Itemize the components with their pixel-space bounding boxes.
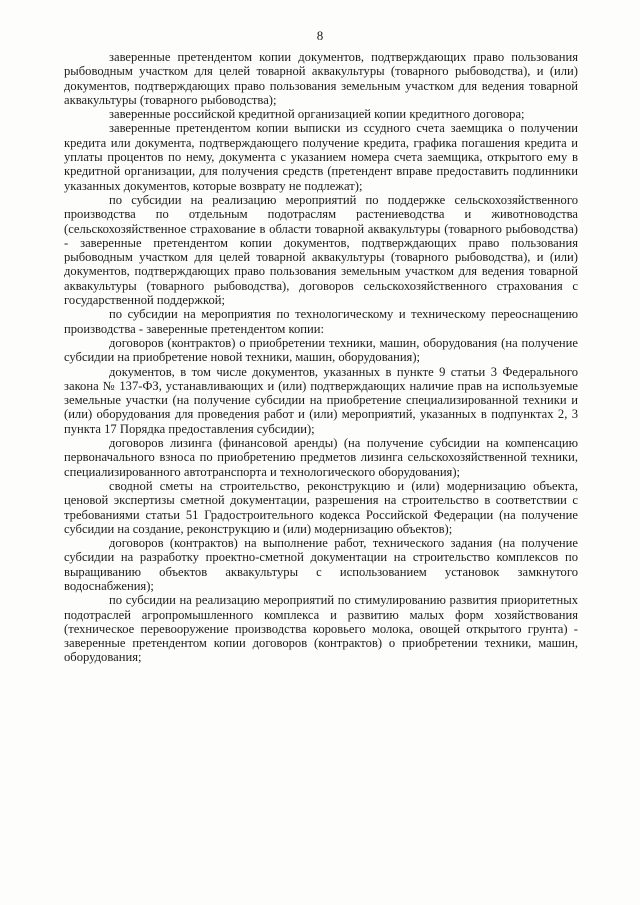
page-number: 8 <box>316 28 324 43</box>
paragraph: по субсидии на мероприятия по технологическому и техническому переоснащению производства - заверенные претендентом копии: <box>64 307 578 336</box>
paragraph: по субсидии на реализацию мероприятий по стимулированию развития приоритетных подотраслей агропромышленного комплекса и развитию малых форм хозяйствования (техническое перевооружение производства коровьего молока, овощей открытого грунта) - заверенные претендентом копии договоров (контрактов) о приобретении техники, машин, оборудования; <box>64 593 578 665</box>
paragraph: заверенные российской кредитной организацией копии кредитного договора; <box>109 107 525 122</box>
paragraph: договоров (контрактов) на выполнение работ, технического задания (на получение субсидии на разработку проектно-сметной документации на строительство комплексов по выращиванию объектов аквакультуры с использованием установок замкнутого водоснабжения); <box>64 536 578 593</box>
paragraph: заверенные претендентом копии выписки из ссудного счета заемщика о получении кредита или документа, подтверждающего получение кредита, графика погашения кредита и уплаты процентов по нему, документа с указанием номера счета заемщика, открытого ему в кредитной организации, для получения средств (претендент вправе предоставить подлинники указанных документов, которые возврату не подлежат); <box>64 121 578 193</box>
paragraph: по субсидии на реализацию мероприятий по поддержке сельскохозяйственного производства по отдельным подотраслям растениеводства и животноводства (сельскохозяйственное страхование в области товарной аквакультуры (товарного рыбоводства) - заверенные претендентом копии документов, подтверждающих право пользования рыбоводным участком для целей товарной аквакультуры (товарного рыбоводства), и (или) документов, подтверждающих право пользования земельным участком для ведения товарной аквакультуры (товарного рыбоводства), договоров сельскохозяйственного страхования с государственной поддержкой; <box>64 192 578 308</box>
paragraph: документов, в том числе документов, указанных в пункте 9 статьи 3 Федерального закона № 137-ФЗ, устанавливающих и (или) подтверждающих наличие прав на используемые земельные участки (на получение субсидии на приобретение специализированной техники и (или) оборудования для проведения работ и (или) мероприятий, указанных в подпунктах 2, 3 пункта 17 Порядка предоставления субсидии); <box>64 364 578 436</box>
document-body <box>64 50 578 665</box>
paragraph: заверенные претендентом копии документов, подтверждающих право пользования рыбоводным участком для целей товарной аквакультуры (товарного рыбоводства), и (или) документов, подтверждающих право пользования земельным участком для ведения товарной аквакультуры (товарного рыбоводства); <box>64 50 578 107</box>
paragraph: сводной сметы на строительство, реконструкцию и (или) модернизацию объекта, ценовой экспертизы сметной документации, разрешения на строительство в соответствии с требованиями статьи 51 Градостроительного кодекса Российской Федерации (на получение субсидии на создание, реконструкцию и (или) модернизацию объектов); <box>64 478 578 536</box>
paragraph: договоров лизинга (финансовой аренды) (на получение субсидии на компенсацию первоначального взноса по приобретению предметов лизинга сельскохозяйственной техники, специализированного автотранспорта и технологического оборудования); <box>64 436 578 479</box>
paragraph: договоров (контрактов) о приобретении техники, машин, оборудования (на получение субсидии на приобретение новой техники, машин, оборудования); <box>64 335 578 365</box>
